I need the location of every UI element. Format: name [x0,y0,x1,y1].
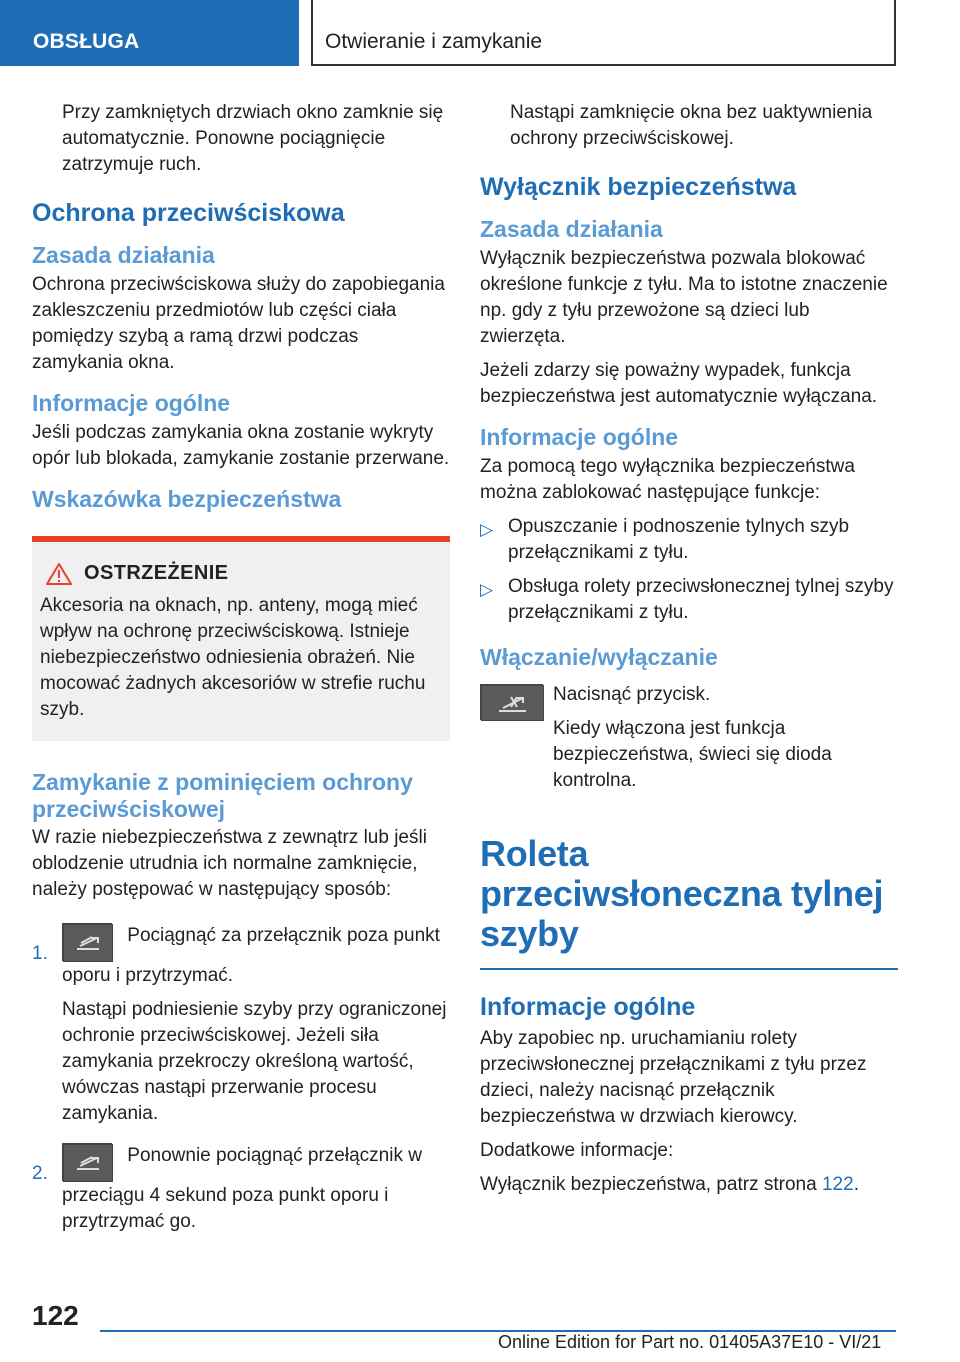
section-tab: OBSŁUGA [0,0,299,66]
chapter-title: Otwieranie i zamykanie [311,0,896,66]
heading-ochrona: Ochrona przeciwściskowa [32,199,345,227]
window-switch-icon [62,923,112,961]
paragraph-info: Jeśli podczas zamykania okna zostanie wykryty opór lub blokada, zamykanie zostanie przerwane. [32,422,450,469]
paragraph-nacisnac: Nacisnąć przycisk. [553,684,711,705]
switch-row [480,682,898,794]
paragraph-reference: Wyłącznik bezpieczeństwa, patrz strona 122. [480,1174,859,1195]
intro-paragraph: Przy zamkniętych drzwiach okno zamknie się automatycznie. Ponowne pociągnięcie zatrzymuje ruch. [62,102,444,175]
warning-text: Akcesoria na oknach, np. anteny, mogą mieć wpływ na ochronę przeciwściskową. Istnieje niebezpieczeństwo odniesienia obrażeń. Nie mocować żadnych akcesoriów w strefie ruchu szyb. [40,595,426,720]
intro-paragraph-right: Nastąpi zamknięcie okna bez uaktywnienia ochrony przeciwściskowej. [510,102,873,149]
warning-title: OSTRZEŻENIE [84,562,229,584]
window-switch-icon [62,1143,112,1181]
page-number: 122 [32,1300,79,1331]
left-column [32,100,450,1243]
step-text: Pociągnąć za przełącznik poza punkt oporu i przytrzymać. [62,925,440,986]
warning-box [32,536,450,741]
step-extra: Nastąpi podniesienie szyby przy ograniczonej ochronie przeciwściskowej. Jeżeli siła zamykania przekroczy określoną wartość, wówczas nastąpi przerwanie procesu zamykania. [62,999,447,1124]
heading-zamykanie: Zamykanie z pominięciem ochrony przeciwściskowej [32,769,413,822]
heading-wskazowka: Wskazówka bezpieczeństwa [32,486,342,512]
heading-wlaczanie: Włączanie/wyłączanie [480,644,718,670]
bullet-triangle-icon: ▷ [480,580,494,599]
paragraph-info-right: Za pomocą tego wyłącznika bezpieczeństwa można zablokować następujące funkcje: [480,456,855,503]
heading-info-2: Informacje ogólne [480,993,696,1021]
warning-triangle-icon [46,563,72,585]
safety-switch-icon [480,684,543,720]
paragraph-dodatkowe: Dodatkowe informacje: [480,1140,674,1161]
list-item: ▷ Obsługa rolety przeciwsłonecznej tylnej szyby przełącznikami z tyłu. [480,576,894,623]
page-link[interactable]: 122 [821,1174,854,1195]
page-header [0,0,960,66]
right-column [480,100,898,1206]
heading-info-right: Informacje ogólne [480,424,679,450]
paragraph-zasada-1: Wyłącznik bezpieczeństwa pozwala blokować określone funkcje z tyłu. Ma to istotne znaczenie np. gdy z tyłu przewożone są dzieci lub zwierzęta. [480,248,888,347]
list-item: ▷ Opuszczanie i podnoszenie tylnych szyb przełącznikami z tyłu. [480,516,850,563]
step-1 [32,923,450,1127]
section-divider [480,968,898,970]
paragraph-kiedy: Kiedy włączona jest funkcja bezpieczeństwa, świeci się dioda kontrolna. [553,718,832,791]
heading-wylacznik: Wyłącznik bezpieczeństwa [480,173,797,201]
bullet-triangle-icon: ▷ [480,520,494,539]
heading-roleta: Roleta przeciwsłoneczna tylnej szyby [480,833,884,954]
step-number: 1. [32,943,48,964]
heading-info: Informacje ogólne [32,390,231,416]
paragraph-zasada: Ochrona przeciwściskowa służy do zapobiegania zakleszczeniu przedmiotów lub części ciała pomiędzy szybą a ramą drzwi podczas zamykania okna. [32,274,445,373]
paragraph-zamykanie: W razie niebezpieczeństwa z zewnątrz lub jeśli oblodzenie utrudnia ich normalne zamknięcie, należy postępować w następujący sposób: [32,827,427,900]
step-text: Ponownie pociągnąć przełącznik w przeciągu 4 sekund poza punkt oporu i przytrzymać go. [62,1145,422,1232]
paragraph-info-2: Aby zapobiec np. uruchamianiu rolety przeciwsłonecznej przełącznikami z tyłu przez dzieci, należy nacisnąć przełącznik bezpieczeństwa w drzwiach kierowcy. [480,1028,867,1127]
step-2 [32,1143,450,1235]
heading-zasada-right: Zasada działania [480,216,663,242]
edition-info: Online Edition for Part no. 01405A37E10 - VI/21 [498,1332,882,1352]
step-number: 2. [32,1163,48,1184]
heading-zasada: Zasada działania [32,242,215,268]
paragraph-zasada-2: Jeżeli zdarzy się poważny wypadek, funkcja bezpieczeństwa jest automatycznie wyłączana. [480,360,878,407]
